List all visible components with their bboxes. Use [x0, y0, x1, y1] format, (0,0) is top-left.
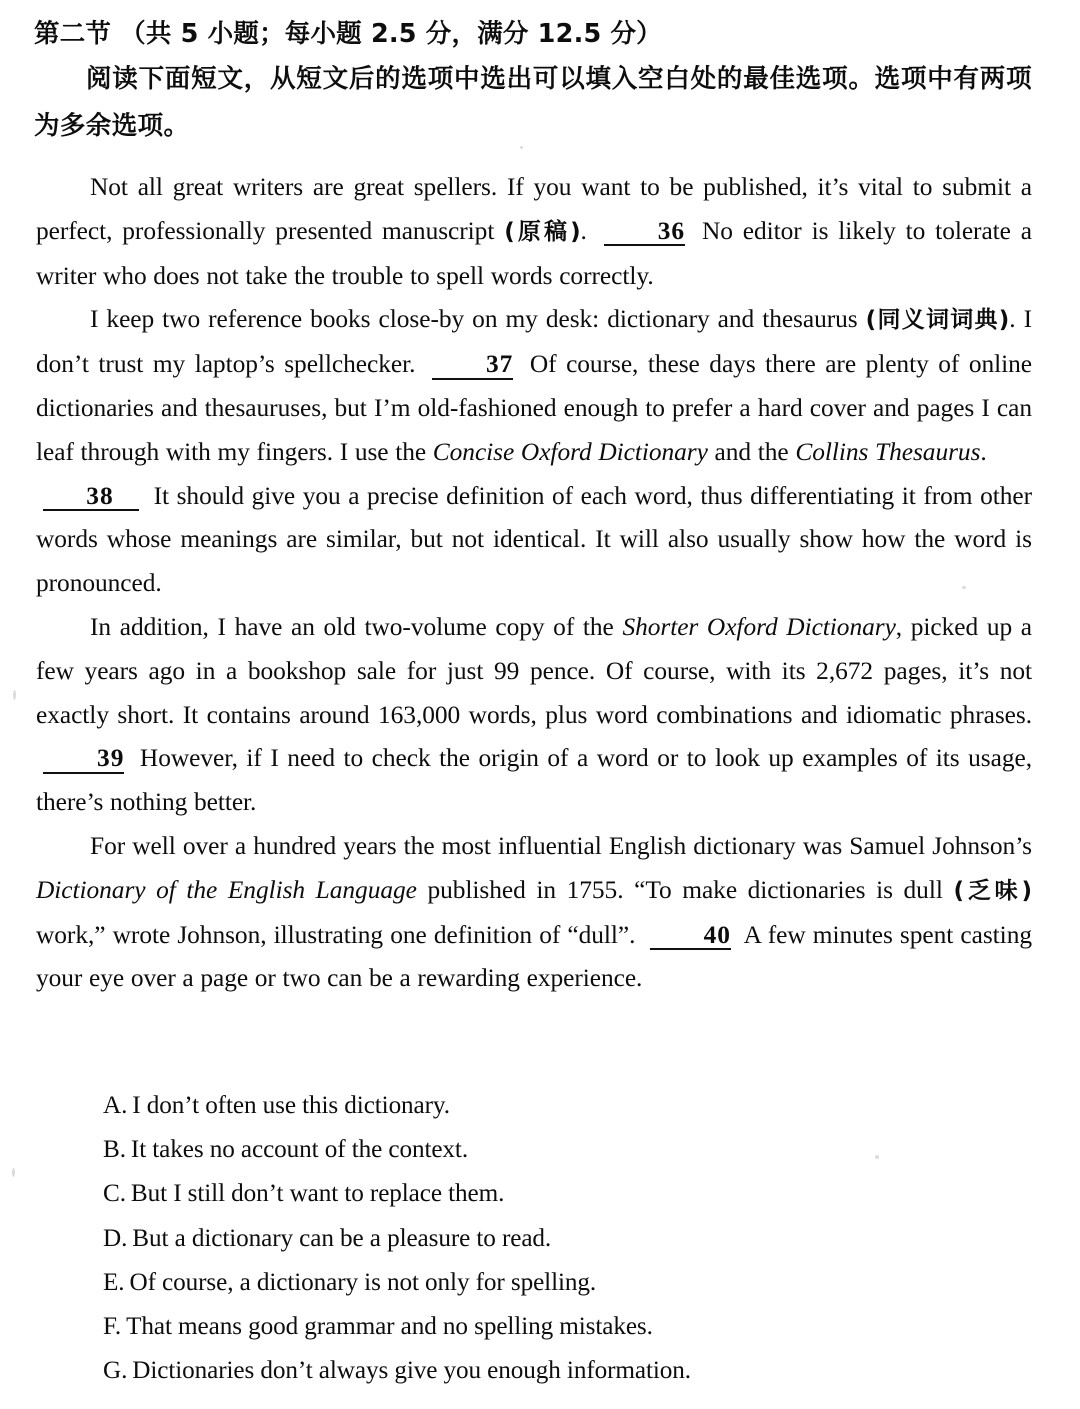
blank-number-40[interactable]: 40	[650, 922, 731, 951]
option-b[interactable]	[103, 1128, 903, 1172]
blank-number-39[interactable]: 39	[43, 745, 124, 774]
passage-text: Not all great writers are great spellers. If you want to be published, it’s vital to submit a perfect, professionally presented manuscript	[36, 173, 1032, 245]
passage-paragraph	[36, 166, 1032, 298]
passage-paragraph	[36, 298, 1032, 474]
book-title: Dictionary of the English Language	[36, 875, 417, 904]
scan-speck	[12, 1168, 15, 1177]
section-heading	[34, 14, 1034, 50]
option-text: That means good grammar and no spelling mistakes.	[126, 1313, 653, 1341]
passage-text: .	[980, 437, 987, 466]
passage-text: For well over a hundred years the most influential English dictionary was Samuel Johnson’s	[90, 831, 1032, 860]
option-text: Of course, a dictionary is not only for spelling.	[129, 1268, 597, 1296]
chinese-gloss: (原稿)	[504, 218, 581, 245]
chinese-gloss: (乏味)	[953, 877, 1033, 904]
chinese-gloss: (同义词词典)	[865, 307, 1010, 334]
option-letter: A.	[103, 1092, 128, 1119]
option-text: Dictionaries don’t always give you enough information.	[132, 1357, 691, 1385]
passage-text: A few minutes spent casting your eye over a page or two can be a rewarding experience.	[36, 920, 1032, 993]
passage-text: and the	[707, 437, 796, 466]
passage-paragraph	[36, 475, 1032, 606]
option-c[interactable]	[103, 1172, 903, 1216]
passage-text: published in 1755. “To make dictionaries is dull	[416, 875, 954, 904]
option-letter: C.	[103, 1180, 126, 1208]
option-text: But I still don’t want to replace them.	[130, 1180, 505, 1208]
passage-text: However, if I need to check the origin of a word or to look up examples of its usage, there’s nothing better.	[36, 744, 1032, 817]
scan-speck	[962, 586, 966, 589]
scan-speck	[13, 690, 16, 700]
section-heading-text: 第二节 （共 5 小题；每小题 2.5 分，满分 12.5 分）	[34, 19, 662, 49]
blank-number-38[interactable]: 38	[43, 483, 139, 512]
option-g[interactable]	[103, 1349, 903, 1393]
passage-text: In addition, I have an old two-volume copy of the	[90, 612, 623, 641]
reading-passage	[36, 166, 1032, 1001]
book-title: Concise Oxford Dictionary	[432, 437, 708, 466]
section-instruction: 阅读下面短文，从短文后的选项中选出可以填入空白处的最佳选项。选项中有两项为多余选项。	[34, 64, 1032, 141]
blank-number-37[interactable]: 37	[432, 351, 513, 380]
option-letter: B.	[103, 1136, 126, 1164]
scan-speck	[875, 1155, 879, 1159]
book-title: Shorter Oxford Dictionary	[622, 612, 896, 641]
passage-text: It should give you a precise definition of each word, thus differentiating it from other words whose meanings are similar, but not identical. It will also usually show how the word is pronounced.	[36, 481, 1032, 598]
option-e[interactable]	[103, 1261, 903, 1305]
option-f[interactable]	[103, 1305, 903, 1349]
passage-text: . I don’t trust my laptop’s spellchecker.	[36, 305, 1032, 379]
passage-paragraph	[36, 825, 1032, 1001]
passage-text: I keep two reference books close-by on my desk: dictionary and thesaurus	[90, 305, 866, 334]
option-letter: D.	[103, 1224, 128, 1252]
option-text: It takes no account of the context.	[130, 1136, 469, 1164]
blank-number-36[interactable]: 36	[604, 218, 685, 247]
option-letter: F.	[103, 1313, 122, 1341]
passage-text: work,” wrote Johnson, illustrating one definition of “dull”.	[36, 920, 643, 949]
option-text: But a dictionary can be a pleasure to read.	[132, 1224, 552, 1252]
passage-text: , picked up a few years ago in a bookshop sale for just 99 pence. Of course, with its 2,672 pages, it’s not exactly short. It contains around 163,000 words, plus word combinations and idiomatic phrases.	[36, 612, 1032, 729]
passage-text: .	[580, 216, 597, 245]
option-letter: E.	[103, 1268, 125, 1296]
option-d[interactable]	[103, 1217, 903, 1261]
scan-speck	[520, 146, 523, 149]
passage-text: Of course, these days there are plenty of online dictionaries and thesauruses, but I’m old-fashioned enough to prefer a hard cover and pages I can leaf through with my fingers. I use the	[36, 350, 1032, 466]
passage-text: No editor is likely to tolerate a writer who does not take the trouble to spell words correctly.	[36, 216, 1032, 290]
option-letter: G.	[103, 1357, 128, 1385]
option-a[interactable]	[103, 1084, 903, 1128]
passage-paragraph	[36, 606, 1032, 825]
options-list	[103, 1084, 903, 1393]
option-text: I don’t often use this dictionary.	[132, 1092, 450, 1119]
book-title: Collins Thesaurus	[795, 437, 981, 466]
